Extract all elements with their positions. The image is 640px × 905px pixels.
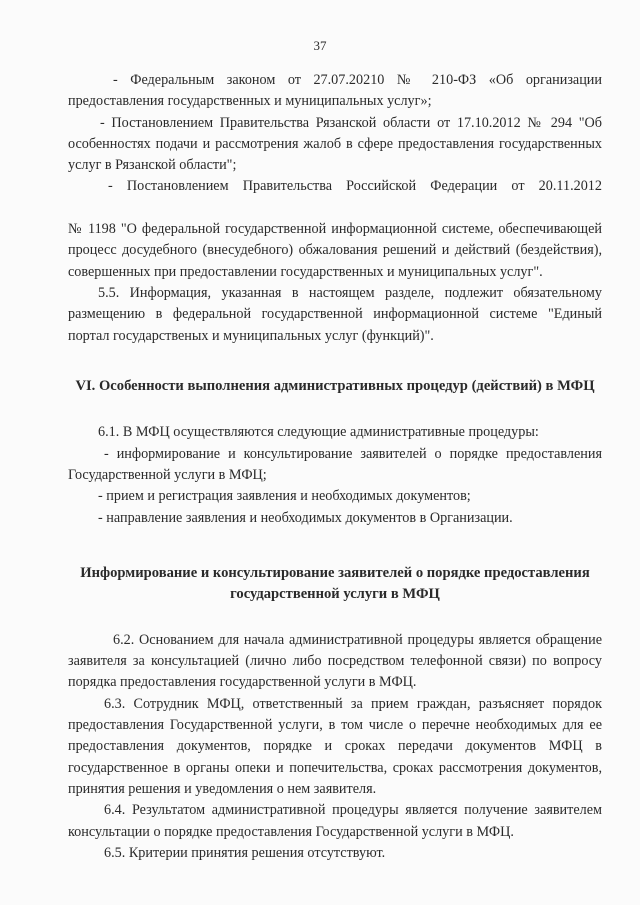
paragraph-rf-resolution-line1: - Постановлением Правительства Российской Федерации от 20.11.2012 <box>108 178 602 195</box>
paragraph-6-1: 6.1. В МФЦ осуществляются следующие административные процедуры: <box>98 424 539 441</box>
paragraph-ryazan-resolution: - Постановлением Правительства Рязанской области от 17.10.2012 № 294 "Об особенностях подачи и рассмотрения жалоб в сфере предоставления государственных услуг в Рязанской области"; <box>68 114 602 174</box>
paragraph-6-2: 6.2. Основанием для начала административной процедуры является обращение заявителя за консультацией (лично либо посредством телефонной связи) по вопросу порядка предоставления государственной услуги в МФЦ. <box>68 631 602 691</box>
section-heading-vi: VI. Особенности выполнения административных процедур (действий) в МФЦ <box>75 377 595 394</box>
list-item-informing: - информирование и консультирование заявителей о порядке предоставления Государственной услуги в МФЦ; <box>68 445 602 483</box>
paragraph-6-4: 6.4. Результатом административной процедуры является получение заявителем консультации о порядке предоставления Государственной услуги в МФЦ. <box>68 802 602 840</box>
list-item-reception: - прием и регистрация заявления и необходимых документов; <box>98 488 471 505</box>
page-number: 37 <box>313 38 327 53</box>
paragraph-rf-resolution-rest: № 1198 "О федеральной государственной информационной системе, обеспечивающей процесс досудебного (внесудебного) обжалования решений и действий (бездействия), совершенных при предоставлении государственных и муниципальных услуг". <box>68 221 602 280</box>
paragraph-5-5: 5.5. Информация, указанная в настоящем разделе, подлежит обязательному размещению в федеральной государственной информационной системе "Единый портал государственых и муниципальных услуг (функций)". <box>68 284 602 344</box>
paragraph-6-3: 6.3. Сотрудник МФЦ, ответственный за прием граждан, разъясняет порядок предоставления Государственной услуги, в том числе о перечне необходимых для ее предоставления документов, порядке и сроках передачи документов МФЦ в государственное в органы опеки и попечительства, сроках рассмотрения документов, принятия решения и уведомления о нем заявителя. <box>68 695 602 797</box>
document-body <box>68 70 602 864</box>
paragraph-federal-law: - Федеральным законом от 27.07.20210 № 210-ФЗ «Об организации предоставления государственных и муниципальных услуг»; <box>68 72 602 110</box>
subsection-heading-informing: Информирование и консультирование заявителей о порядке предоставления государственной услуги в МФЦ <box>80 564 590 603</box>
paragraph-6-5: 6.5. Критерии принятия решения отсутствуют. <box>104 844 386 861</box>
list-item-sending: - направление заявления и необходимых документов в Организации. <box>98 509 513 526</box>
